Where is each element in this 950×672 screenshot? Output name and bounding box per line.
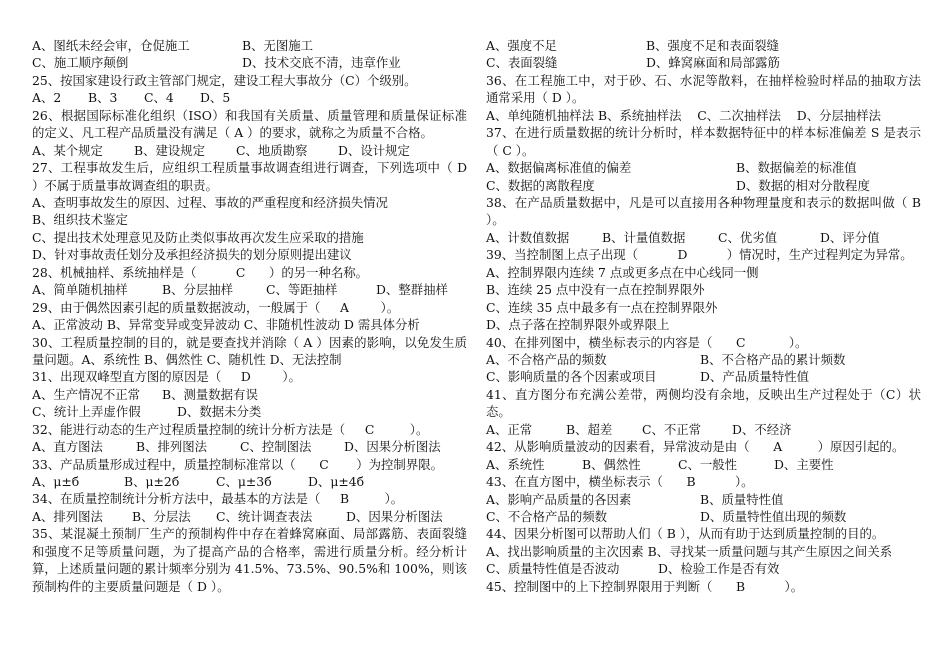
text-line [32, 37, 467, 54]
text-line [486, 159, 921, 176]
answer-option: A、计数值数据 [486, 229, 570, 245]
text-line [32, 386, 467, 403]
answer-option: D、因果分析图法 [344, 439, 441, 455]
answer-option: C、不正常 [642, 421, 702, 437]
text-line [32, 403, 467, 420]
answer-option: A、系统性 [486, 456, 545, 472]
answer-option: C、施工顺序颠倒 [32, 55, 129, 71]
answer-option: B、测量数据有误 [162, 386, 258, 402]
text-line: 25、按国家建设行政主管部门规定，建设工程大事故分（C）个级别。 [32, 72, 417, 88]
answer-option: C、控制图法 [240, 439, 312, 455]
text-line [32, 142, 467, 159]
answer-option: C、μ±3б [216, 474, 272, 490]
answer-option: B、分层法 [132, 508, 191, 524]
text-line: 28、机械抽样、系统抽样是（ C ）的另一种名称。 [32, 264, 369, 280]
answer-option: D、产品质量特性值 [700, 369, 810, 385]
answer-option: C、4 [144, 90, 174, 106]
answer-option: A、μ±б [32, 474, 80, 490]
text-line: B、组织技术鉴定 [32, 212, 128, 228]
text-line [486, 229, 921, 246]
text-line: A、单纯随机抽样法 B、系统抽样法 C、二次抽样法 D、分层抽样法 [486, 107, 882, 123]
text-line: A、控制界限内连续 7 点或更多点在中心线同一侧 [486, 264, 759, 280]
text-line [486, 54, 921, 71]
text-line: 44、因果分析图可以帮助人们（ B ），从而有助于达到质量控制的目的。 [486, 526, 885, 542]
answer-option: D、技术交底不清，违章作业 [242, 55, 401, 71]
answer-option: A、生产情况不正常 [32, 386, 141, 402]
text-line: 30、工程质量控制的目的，就是要查找并消除（ A ）因素的影响，以免发生质量问题。A、系统性 B、偶然性 C、随机性 D、无法控制 [32, 334, 467, 367]
text-line [486, 491, 921, 508]
answer-option: C、地质勘察 [236, 142, 308, 158]
answer-option: B、质量特性值 [700, 491, 784, 507]
answer-option: C、优劣值 [718, 229, 778, 245]
answer-option: D、主要性 [774, 456, 834, 472]
text-line: C、提出技术处理意见及防止类似事故再次发生应采取的措施 [32, 229, 364, 245]
answer-option: D、质量特性值出现的频数 [700, 508, 847, 524]
answer-option: B、强度不足和表面裂缝 [646, 38, 780, 53]
text-line [486, 177, 921, 194]
text-line [486, 560, 921, 577]
answer-option: D、整群抽样 [376, 282, 448, 298]
text-line: 31、出现双峰型直方图的原因是（ D ）。 [32, 369, 301, 385]
text-line [486, 37, 921, 54]
text-line [32, 281, 467, 298]
text-line [486, 456, 921, 473]
text-line [486, 368, 921, 385]
text-line: 39、当控制图上点子出现（ D ）情况时，生产过程判定为异常。 [486, 247, 913, 263]
text-line: D、针对事故责任划分及承担经济损失的划分原则提出建议 [32, 247, 352, 263]
answer-option: C、表面裂缝 [486, 55, 558, 71]
text-line: 37、在进行质量数据的统计分析时，样本数据特征中的样本标准偏差 S 是表示（ C ）。 [486, 125, 921, 158]
answer-option: A、不合格产品的频数 [486, 351, 607, 367]
answer-option: A、数据偏离标准值的偏差 [486, 160, 632, 176]
text-line: 41、直方图分布充满公差带，两侧均没有余地，反映出生产过程处于（C）状态。 [486, 386, 921, 420]
answer-option: B、数据偏差的标准值 [736, 160, 857, 176]
text-line [486, 508, 921, 525]
answer-option: D、μ±4б [308, 474, 365, 490]
answer-option: C、统计调查表法 [216, 508, 313, 524]
text-line [486, 351, 921, 368]
answer-option: C、等距抽样 [266, 282, 338, 298]
text-line: 43、在直方图中，横坐标表示（ B ）。 [486, 474, 754, 490]
answer-option: B、分层抽样 [162, 282, 234, 298]
text-line: A、查明事故发生的原因、过程、事故的严重程度和经济损失情况 [32, 195, 388, 210]
text-line: A、正常波动 B、异常变异或变异波动 C、非随机性波动 D 需具体分析 [32, 317, 420, 333]
answer-option: C、统计上弄虚作假 [32, 404, 141, 420]
answer-option: C、数据的离散程度 [486, 177, 595, 193]
answer-option: D、数据的相对分散程度 [736, 177, 870, 193]
text-line [32, 473, 467, 490]
text-line [32, 438, 467, 455]
text-line: D、点子落在控制界限外或界限上 [486, 317, 670, 333]
text-line: 40、在排列图中，横坐标表示的内容是（ C ）。 [486, 334, 808, 350]
answer-option: D、检验工作是否有效 [658, 561, 780, 577]
answer-option: A、简单随机抽样 [32, 282, 128, 298]
answer-option: B、不合格产品的累计频数 [700, 351, 846, 367]
answer-option: D、因果分析图法 [346, 508, 443, 524]
right-column [486, 37, 921, 595]
text-line: 36、在工程施工中，对于砂、石、水泥等散料，在抽样检验时样品的抽取方法通常采用（ D ）。 [486, 72, 921, 106]
answer-option: A、图纸未经会审，仓促施工 [32, 38, 190, 53]
text-line: 45、控制图中的上下控制界限用于判断（ B ）。 [486, 578, 804, 594]
text-line: 32、能进行动态的生产过程质量控制的统计分析方法是（ C ）。 [32, 421, 429, 437]
text-line [486, 421, 921, 438]
answer-option: D、评分值 [820, 229, 880, 245]
text-line: 34、在质量控制统计分析方法中，最基本的方法是（ B ）。 [32, 491, 404, 507]
answer-option: A、某个规定 [32, 142, 103, 158]
answer-option: D、设计规定 [338, 142, 410, 158]
text-line: B、连续 25 点中没有一点在控制界限外 [486, 282, 705, 298]
answer-option: B、偶然性 [582, 456, 641, 472]
answer-option: D、不经济 [732, 421, 792, 437]
answer-option: A、排列图法 [32, 508, 103, 524]
answer-option: A、直方图法 [32, 439, 103, 455]
answer-option: B、建设规定 [134, 142, 206, 158]
answer-option: D、数据未分类 [177, 404, 262, 420]
answer-option: B、μ±2б [124, 474, 180, 490]
answer-option: A、强度不足 [486, 38, 557, 53]
text-line: 38、在产品质量数据中，凡是可以直接用各种物理量度和表示的数据叫做（ B ）。 [486, 195, 921, 228]
text-line: 42、从影响质量波动的因素看，异常波动是由（ A ）原因引起的。 [486, 439, 905, 455]
answer-option: B、3 [88, 90, 118, 106]
answer-option: C、影响质量的各个因素或项目 [486, 369, 657, 385]
left-column [32, 37, 467, 595]
answer-option: C、不合格产品的频数 [486, 508, 607, 524]
text-line: 27、工程事故发生后，应组织工程质量事故调查组进行调查，下列选项中（ D ）不属于质量事故调查组的职责。 [32, 160, 467, 193]
answer-option: A、影响产品质量的各因素 [486, 491, 632, 507]
answer-option: D、蜂窝麻面和局部露筋 [646, 55, 780, 71]
answer-option: A、正常 [486, 421, 533, 437]
answer-option: B、计量值数据 [602, 229, 686, 245]
text-line: 26、根据国际标准化组织（ISO）和我国有关质量、质量管理和质量保证标准的定义、凡工程产品质量没有满足（ A ）的要求，就称之为质量不合格。 [32, 107, 467, 141]
answer-option: B、无图施工 [242, 38, 314, 53]
answer-option: D、5 [200, 90, 231, 106]
text-line: 35、某混凝土预制厂生产的预制构件中存在着蜂窝麻面、局部露筋、表面裂缝和强度不足等质量问题，为了提高产品的合格率，需进行质量分析。经分析计算，上述质量问题的累计频率分别为 41.5%、73.5%、90.5%和 100%，则该预制构件的主要质量问题是（ D ）。 [32, 526, 467, 594]
text-line: 29、由于偶然因素引起的质量数据波动，一般属于（ A ）。 [32, 299, 400, 315]
answer-option: A、2 [32, 90, 62, 106]
text-line: C、连续 35 点中最多有一点在控制界限外 [486, 299, 718, 315]
answer-option: C、一般性 [678, 456, 738, 472]
answer-option: B、排列图法 [136, 439, 208, 455]
text-line: A、找出影响质量的主次因素 B、寻找某一质量问题与其产生原因之间关系 [486, 543, 893, 559]
answer-option: B、超差 [566, 421, 613, 437]
text-line [32, 508, 467, 525]
answer-option: C、质量特性值是否波动 [486, 561, 620, 577]
text-line [32, 54, 467, 71]
text-line [32, 89, 467, 106]
text-line: 33、产品质量形成过程中，质量控制标准常以（ C ）为控制界限。 [32, 456, 443, 472]
